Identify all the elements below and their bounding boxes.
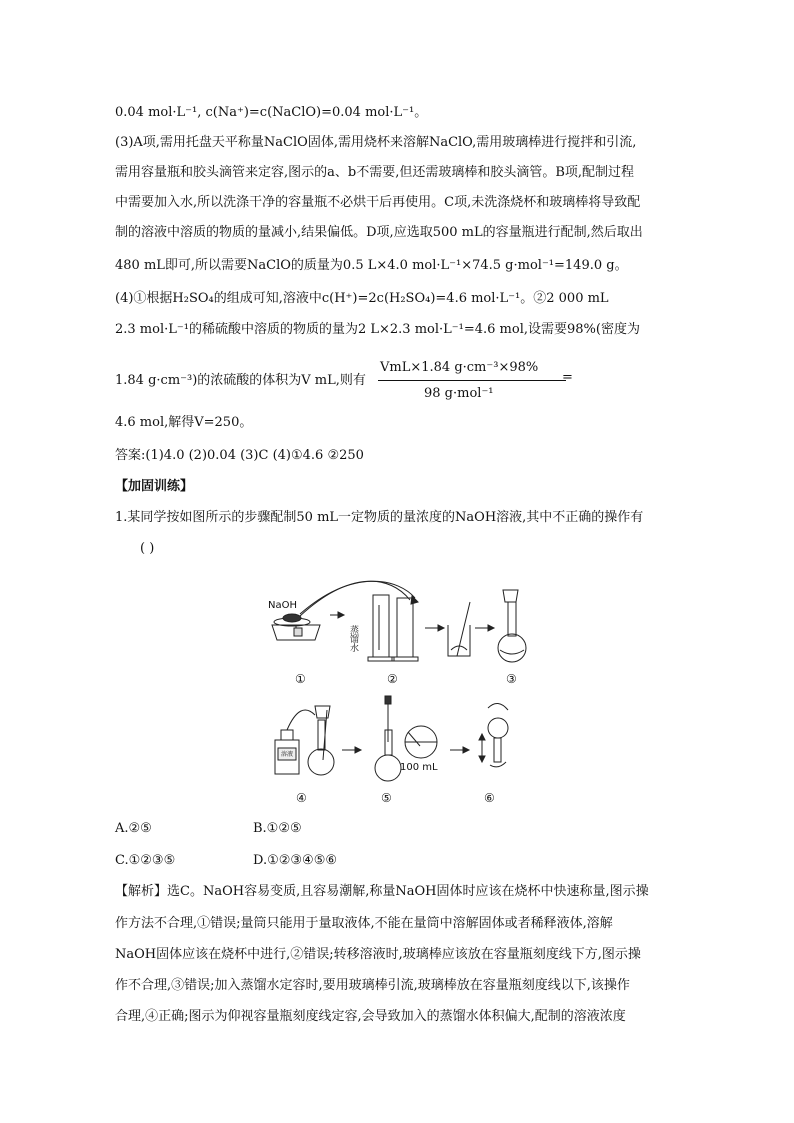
text-line: 4.6 mol,解得V=250。 <box>115 415 253 430</box>
fraction-denominator: 98 g·mol⁻¹ <box>424 386 494 401</box>
analysis-line: 合理,④正确;图示为仰视容量瓶刻度线定容,会导致加入的蒸馏水体积偏大,配制的溶液浓度 <box>115 1009 626 1024</box>
option-b: B.①②⑤ <box>253 821 302 836</box>
text-line: (3)A项,需用托盘天平称量NaClO固体,需用烧杯来溶解NaClO,需用玻璃棒进行搅拌和引流, <box>115 135 637 150</box>
analysis-line: 作方法不合理,①错误;量筒只能用于量取液体,不能在量筒中溶解固体或者稀释液体,溶解 <box>115 916 613 931</box>
bottle-label: 溶液 <box>280 751 294 758</box>
beaker-with-rod <box>448 602 470 656</box>
water-label: 蒸馏水 <box>348 625 358 652</box>
volume-label: 100 mL <box>400 762 438 773</box>
text-line: 需用容量瓶和胶头滴管来定容,图示的a、b不需要,但还需玻璃棒和胶头滴管。B项,配制过程 <box>115 165 635 180</box>
question-stem: 1.某同学按如图所示的步骤配制50 mL一定物质的量浓度的NaOH溶液,其中不正确的操作有 <box>115 510 644 525</box>
text-line: 1.84 g·cm⁻³)的浓硫酸的体积为V mL,则有 <box>115 373 366 388</box>
text-line: 480 mL即可,所以需要NaClO的质量为0.5 L×4.0 mol·L⁻¹×74.5 g·mol⁻¹=149.0 g。 <box>115 258 628 273</box>
option-d: D.①②③④⑤⑥ <box>253 853 338 868</box>
step-label: ⑥ <box>484 791 495 805</box>
fraction-bar <box>378 380 566 381</box>
analysis-line: 【解析】选C。NaOH容易变质,且容易潮解,称量NaOH固体时应该在烧杯中快速称量,图示操 <box>115 884 649 899</box>
equals-sign: = <box>562 370 573 385</box>
text-line: 2.3 mol·L⁻¹的稀硫酸中溶质的物质的量为2 L×2.3 mol·L⁻¹=4.6 mol,设需要98%(密度为 <box>115 322 640 337</box>
option-c: C.①②③⑤ <box>115 853 176 868</box>
step-label: ② <box>387 672 398 686</box>
text-line: 0.04 mol·L⁻¹, c(Na⁺)=c(NaClO)=0.04 mol·L⁻¹。 <box>115 105 428 120</box>
answer-blank: ( ) <box>140 541 155 556</box>
naoh-label: NaOH <box>268 600 297 611</box>
step-label: ⑤ <box>381 791 392 805</box>
option-a: A.②⑤ <box>115 821 152 836</box>
inverting-flask <box>479 703 508 766</box>
step-label: ① <box>295 672 306 686</box>
fraction-numerator: VmL×1.84 g·cm⁻³×98% <box>380 360 539 375</box>
section-heading: 【加固训练】 <box>115 479 194 494</box>
text-line: 中需要加入水,所以洗涤干净的容量瓶不必烘干后再使用。C项,未洗涤烧杯和玻璃棒将导致配 <box>115 195 641 210</box>
graduated-cylinder <box>368 595 418 661</box>
volumetric-flask <box>498 590 526 662</box>
procedure-figure <box>260 580 550 805</box>
answer-line: 答案:(1)4.0 (2)0.04 (3)C (4)①4.6 ②250 <box>115 448 364 463</box>
text-line: 制的溶液中溶质的物质的量减小,结果偏低。D项,应选取500 mL的容量瓶进行配制,然后取出 <box>115 225 643 240</box>
step-label: ③ <box>506 672 517 686</box>
text-line: (4)①根据H₂SO₄的组成可知,溶液中c(H⁺)=2c(H₂SO₄)=4.6 mol·L⁻¹。②2 000 mL <box>115 291 609 306</box>
analysis-line: 作不合理,③错误;加入蒸馏水定容时,要用玻璃棒引流,玻璃棒放在容量瓶刻度线以下,该操作 <box>115 978 630 993</box>
analysis-line: NaOH固体应该在烧杯中进行,②错误;转移溶液时,玻璃棒应该放在容量瓶刻度线下方,图示操 <box>115 947 641 962</box>
balance-illustration <box>272 614 320 640</box>
step-label: ④ <box>296 791 307 805</box>
